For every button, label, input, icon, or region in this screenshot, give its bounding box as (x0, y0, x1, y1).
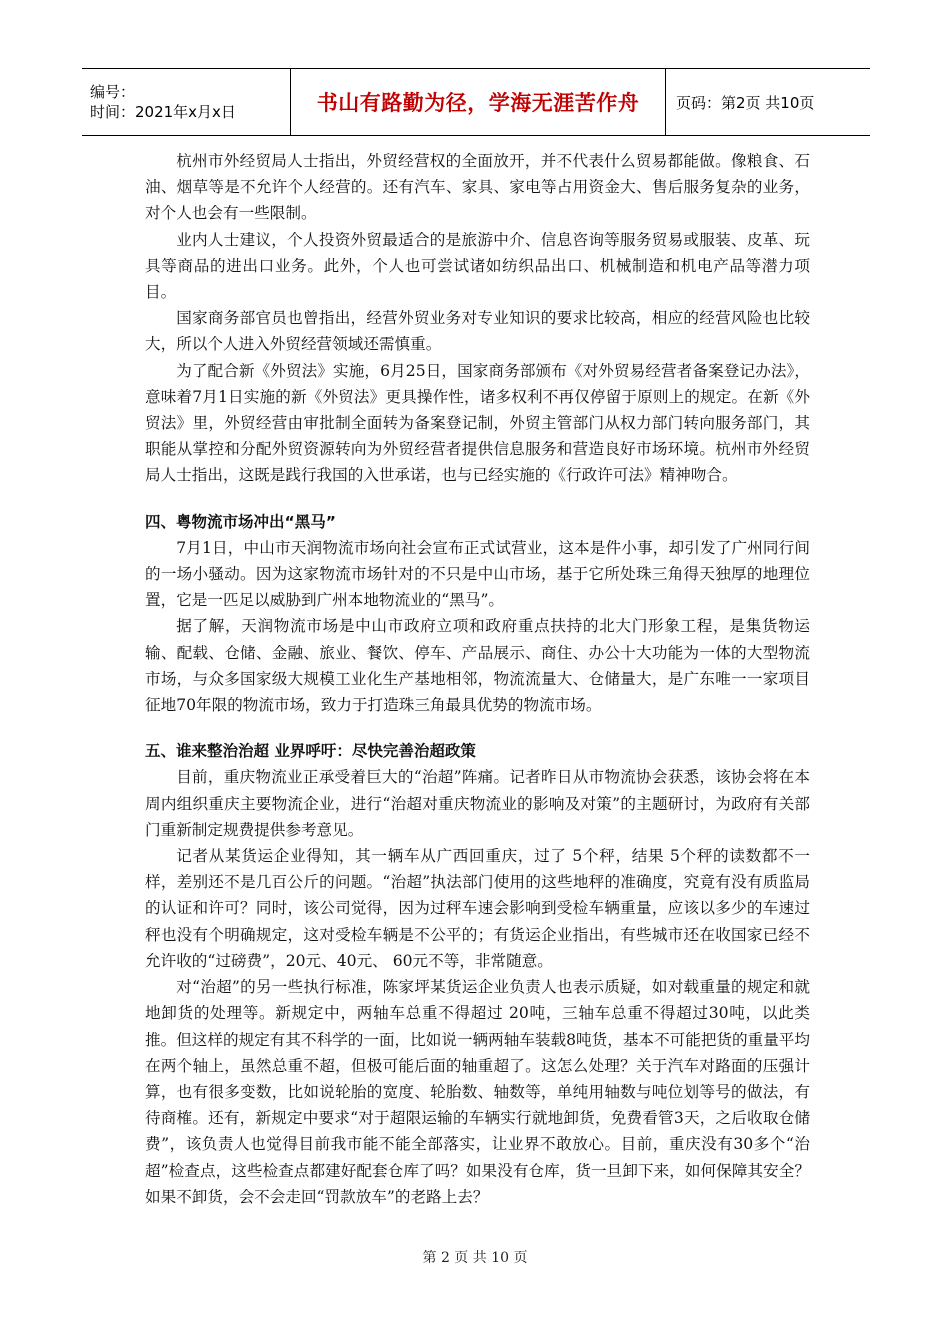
paragraph: 国家商务部官员也曾指出，经营外贸业务对专业知识的要求比较高，相应的经营风险也比较大，所以个人进入外贸经营领域还需慎重。 (145, 309, 810, 354)
paragraph: 7月1日，中山市天润物流市场向社会宣布正式试营业，这本是件小事，却引发了广州同行间的一场小骚动。因为这家物流市场针对的不只是中山市场，基于它所处珠三角得天独厚的地理位置，它是一匹足以威胁到广州本地物流业的“黑马”。 (145, 538, 810, 610)
paragraph: 目前，重庆物流业正承受着巨大的“治超”阵痛。记者昨日从市物流协会获悉，该协会将在本周内组织重庆主要物流企业，进行“治超对重庆物流业的影响及对策”的主题研讨，为政府有关部门重新制定规费提供参考意见。 (145, 768, 810, 839)
paragraph: 为了配合新《外贸法》实施，6月25日，国家商务部颁布《对外贸易经营者备案登记办法》，意味着7月1日实施的新《外贸法》更具操作性，诸多权利不再仅停留于原则上的规定。在新《外贸法》里，外贸经营由审批制全面转为备案登记制，外贸主管部门从权力部门转向服务部门，其职能从掌控和分配外贸资源转向为外贸经营者提供信息服务和营造良好市场环境。杭州市外经贸局人士指出，这既是践行我国的入世承诺，也与已经实施的《行政许可法》精神吻合。 (145, 361, 810, 485)
page-label: 页码：第2页 共10页 (676, 93, 815, 112)
header-motto-cell (290, 69, 666, 135)
page-footer: 第 2 页 共 10 页 (422, 1250, 528, 1266)
page-header (82, 68, 870, 136)
motto: 书山有路勤为径，学海无涯苦作舟 (316, 91, 640, 115)
time-label: 时间：2021年x月x日 (90, 103, 236, 121)
paragraph: 对“治超”的另一些执行标准，陈家坪某货运企业负责人也表示质疑，如对载重量的规定和就地卸货的处理等。新规定中，两轴车总重不得超过 20吨，三轴车总重不得超过30吨，以此类推。但这样的规定有其不科学的一面，比如说一辆两轴车装载8吨货，基本不可能把货的重量平均在两个轴上，虽然总重不超，但极可能后面的轴重超了。这怎么处理？关于汽车对路面的压强计算，也有很多变数，比如说轮胎的宽度、轮胎数、轴数等，单纯用轴数与吨位划等号的做法，有待商榷。还有，新规定中要求“对于超限运输的车辆实行就地卸货，免费看管3天，之后收取仓储费”，该负责人也觉得目前我市能不能全部落实，让业界不敢放心。目前，重庆没有30多个“治超”检查点，这些检查点都建好配套仓库了吗？如果没有仓库，货一旦卸下来，如何保障其安全？如果不卸货，会不会走回“罚款放车”的老路上去？ (145, 978, 810, 1206)
number-label: 编号： (90, 83, 136, 101)
section-heading: 五、谁来整治治超 业界呼吁：尽快完善治超政策 (145, 742, 476, 761)
header-page-cell (666, 69, 870, 135)
paragraph: 据了解，天润物流市场是中山市政府立项和政府重点扶持的北大门形象工程，是集货物运输、配载、仓储、金融、旅业、餐饮、停车、产品展示、商住、办公十大功能为一体的大型物流市场，与众多国家级大规模工业化生产基地相邻，物流流量大、仓储量大，是广东唯一一家项目征地70年限的物流市场，致力于打造珠三角最具优势的物流市场。 (145, 617, 810, 715)
paragraph: 杭州市外经贸局人士指出，外贸经营权的全面放开，并不代表什么贸易都能做。像粮食、石油、烟草等是不允许个人经营的。还有汽车、家具、家电等占用资金大、售后服务复杂的业务，对个人也会有一些限制。 (145, 152, 810, 223)
paragraph: 记者从某货运企业得知，其一辆车从广西回重庆，过了 5个秤，结果 5个秤的读数都不一样，差别还不是几百公斤的问题。“治超”执法部门使用的这些地秤的准确度，究竟有没有质监局的认证和许可？同时，该公司觉得，因为过秤车速会影响到受检车辆重量，应该以多少的车速过秤也没有个明确规定，这对受检车辆是不公平的；有货运企业指出，有些城市还在收国家已经不允许收的“过磅费”，20元、40元、 60元不等，非常随意。 (145, 847, 810, 970)
paragraph: 业内人士建议，个人投资外贸最适合的是旅游中介、信息咨询等服务贸易或服装、皮革、玩具等商品的进出口业务。此外，个人也可尝试诸如纺织品出口、机械制造和机电产品等潜力项目。 (145, 230, 810, 302)
section-heading: 四、粤物流市场冲出“黑马” (145, 512, 336, 531)
header-meta (82, 69, 290, 135)
document-body (145, 148, 810, 1210)
